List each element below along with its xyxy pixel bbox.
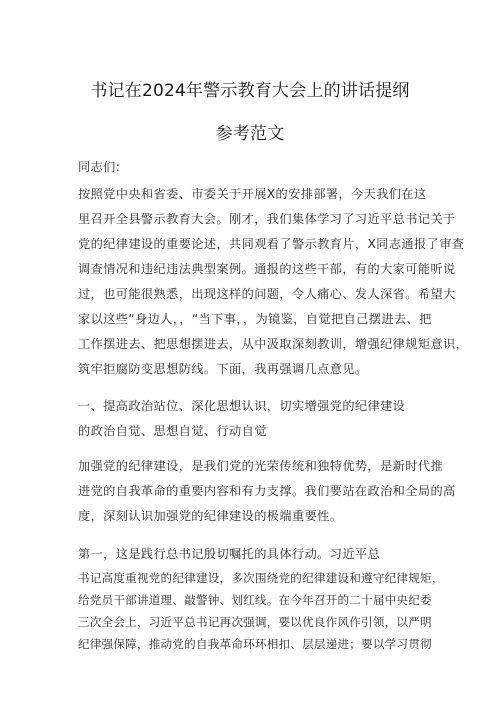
paragraph-line: 书记高度重视党的纪律建设，多次围绕党的纪律建设和遵守纪律规矩， bbox=[78, 571, 444, 585]
paragraph-line: 筑牢拒腐防变思想防线。下面，我再强调几点意见。 bbox=[78, 362, 368, 376]
section-heading-line: 的政治自觉、思想自觉、行动自觉 bbox=[78, 424, 267, 438]
paragraph-line: 工作摆进去、把思想摆进去，从中汲取深刻教训，增强纪律规矩意识， bbox=[78, 337, 469, 351]
paragraph-line: 过，也可能很熟悉，出现这样的问题，令人痛心、发人深省。希望大 bbox=[78, 287, 456, 301]
paragraph-line: 第一，这是践行总书记殷切嘱托的具体行动。习近平总 bbox=[78, 547, 381, 561]
paragraph-line: 按照党中央和省委、市委关于开展X的安排部署，今天我们在这 bbox=[78, 187, 427, 201]
document-title: 书记在2024年警示教育大会上的讲话提纲 bbox=[90, 81, 410, 101]
paragraph-line: 党的纪律建设的重要论述，共同观看了警示教育片，X同志通报了审查 bbox=[78, 237, 465, 251]
paragraph-line: 调查情况和违纪违法典型案例。通报的这些干部，有的大家可能听说 bbox=[78, 262, 456, 276]
salutation: 同志们: bbox=[78, 160, 121, 174]
paragraph-line: 纪律强保障，推动党的自我革命环环相扣、层层递进；要以学习贯彻 bbox=[78, 637, 432, 651]
paragraph-line: 给党员干部讲道理、敲警钟、划红线。在今年召开的二十届中央纪委 bbox=[78, 593, 432, 607]
paragraph-line: 加强党的纪律建设，是我们党的光荣传统和独特优势，是新时代推 bbox=[78, 459, 444, 473]
paragraph-line: 度，深刻认识加强党的纪律建设的极端重要性。 bbox=[78, 509, 343, 523]
paragraph-line: 家以这些“身边人，，“当下事，，为镜鉴，自觉把自己摆进去、把 bbox=[78, 312, 432, 326]
paragraph-line: 里召开全县警示教育大会。刚才，我们集体学习了习近平总书记关于 bbox=[78, 212, 456, 226]
section-heading-line: 一、提高政治站位、深化思想认识，切实增强党的纪律建设 bbox=[78, 399, 406, 413]
document-subtitle: 参考范文 bbox=[215, 124, 285, 144]
paragraph-line: 三次全会上，习近平总书记再次强调，要以优良作风作引领，以严明 bbox=[78, 615, 432, 629]
paragraph-line: 进党的自我革命的重要内容和有力支撑。我们要站在政治和全局的高 bbox=[78, 484, 456, 498]
